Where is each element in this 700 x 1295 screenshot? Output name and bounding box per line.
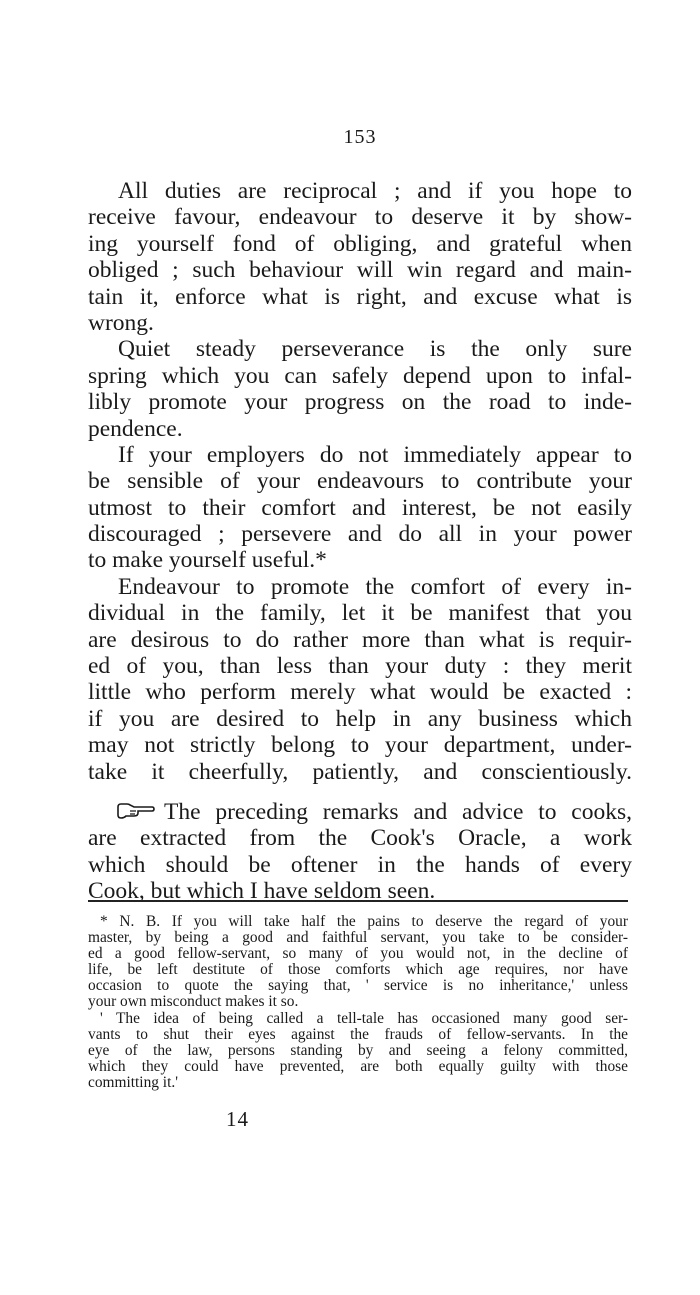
footnote-line: vants to shut their eyes against the frauds of fellow-servants. In the	[88, 1025, 628, 1043]
text-line: Cook, but which I have seldom seen.	[88, 878, 436, 905]
footnote-line: life, be left destitute of those comforts which age requires, nor have	[88, 961, 628, 979]
text-line: little who perform merely what would be exacted :	[88, 679, 632, 706]
text-line: if you are desired to help in any business which	[88, 705, 632, 732]
text-line: may not strictly belong to your department, under-	[88, 732, 632, 759]
paragraph	[88, 336, 632, 442]
footnote-line: committing it.'	[88, 1073, 178, 1091]
signature-mark: 14	[226, 1107, 249, 1131]
text-line: libly promote your progress on the road to inde-	[88, 389, 632, 416]
footnote-line: master, by being a good and faithful servant, you take to be consider-	[88, 929, 628, 947]
text-line: discouraged ; persevere and do all in your power	[88, 521, 632, 548]
text-line: receive favour, endeavour to deserve it by show-	[88, 204, 632, 231]
footnote-divider	[88, 900, 628, 902]
text-line: All duties are reciprocal ; and if you hope to	[118, 178, 632, 204]
footnote-line: your own misconduct makes it so.	[88, 993, 299, 1011]
text-line: utmost to their comfort and interest, be not easily	[88, 494, 632, 521]
paragraph	[88, 574, 632, 785]
pointing-hand-icon	[116, 801, 156, 821]
text-line: If your employers do not immediately appear to	[118, 441, 632, 468]
closing-note-line: The preceding remarks and advice to cooks,	[164, 798, 632, 825]
text-line: ed of you, than less than your duty : they merit	[88, 653, 632, 680]
text-line: to make yourself useful.*	[88, 547, 327, 574]
text-line: spring which you can safely depend upon to infal-	[88, 362, 632, 389]
book-page	[88, 0, 632, 1295]
footnote-line: ' The idea of being called a tell-tale has occasioned many good ser-	[100, 1009, 628, 1027]
closing-note	[88, 799, 632, 905]
text-line: are extracted from the Cook's Oracle, a work	[88, 825, 632, 852]
body-text	[88, 178, 632, 905]
footnote-line: * N. B. If you will take half the pains to deserve the regard of your	[100, 913, 628, 930]
footnote-line: which they could have prevented, are both equally guilty with those	[88, 1057, 628, 1075]
text-line: pendence.	[88, 415, 183, 442]
paragraph-gap	[88, 785, 632, 799]
text-line: dividual in the family, let it be manifest that you	[88, 600, 632, 627]
text-line: take it cheerfully, patiently, and conscientiously.	[88, 758, 632, 785]
text-line: wrong.	[88, 309, 154, 336]
footnotes	[88, 914, 628, 1091]
text-line: which should be oftener in the hands of every	[88, 851, 632, 878]
text-line: be sensible of your endeavours to contribute your	[88, 468, 632, 495]
text-line: are desirous to do rather more than what is requir-	[88, 626, 632, 653]
footnote-line: eye of the law, persons standing by and seeing a felony committed,	[88, 1041, 628, 1059]
text-line: obliged ; such behaviour will win regard and main-	[88, 257, 632, 284]
text-line: tain it, enforce what is right, and excuse what is	[88, 283, 632, 310]
text-line	[88, 799, 632, 825]
footnote-line: occasion to quote the saying that, ' service is no inheritance,' unless	[88, 977, 628, 995]
text-line: Quiet steady perseverance is the only sure	[118, 336, 632, 363]
footnote-line: ed a good fellow-servant, so many of you would not, in the decline of	[88, 945, 628, 963]
page-number: 153	[343, 126, 377, 148]
paragraph	[88, 178, 632, 336]
text-line: Endeavour to promote the comfort of every in-	[118, 573, 632, 600]
text-line: ing yourself fond of obliging, and grateful when	[88, 230, 632, 257]
paragraph	[88, 442, 632, 574]
